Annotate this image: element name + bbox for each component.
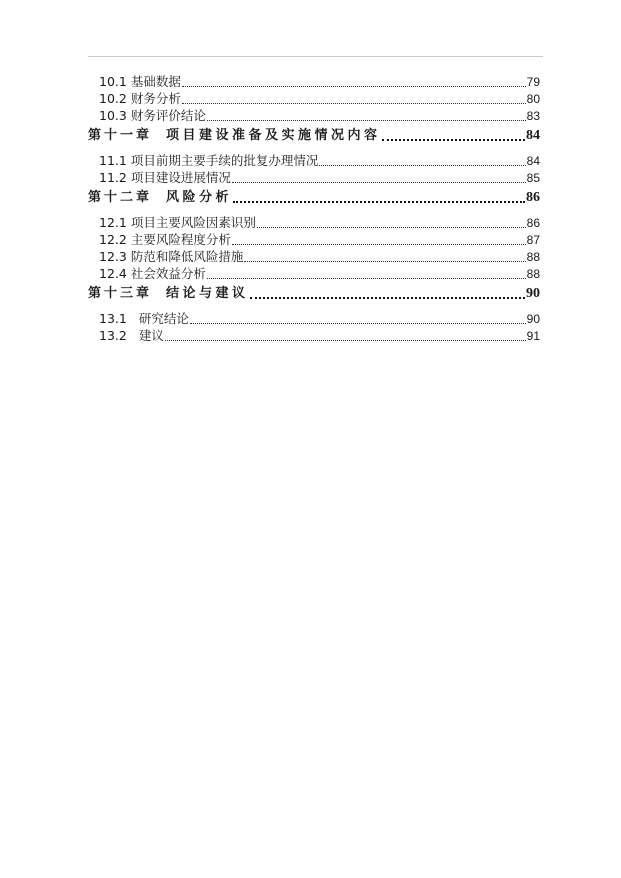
toc-entry-number: 12.4 bbox=[99, 266, 127, 281]
toc-entry-title: 财务分析 bbox=[130, 91, 181, 106]
toc-entry-title: 基础数据 bbox=[130, 74, 181, 89]
toc-entry-page: 84 bbox=[526, 154, 540, 168]
toc-entry-number: 12.3 bbox=[99, 249, 127, 264]
toc-entry[interactable] bbox=[88, 74, 540, 91]
toc-entry-page: 79 bbox=[526, 75, 540, 89]
toc-entry-number: 11.1 bbox=[99, 153, 127, 168]
toc-leader-dots bbox=[233, 199, 525, 203]
toc-chapter-page: 84 bbox=[526, 128, 540, 143]
toc-entry[interactable] bbox=[88, 328, 540, 345]
toc-entry-title: 建议 bbox=[138, 328, 164, 343]
toc-chapter[interactable] bbox=[88, 125, 540, 145]
toc-entry-title: 研究结论 bbox=[138, 311, 189, 326]
toc-chapter-title: 项目建设准备及实施情况内容 bbox=[166, 128, 381, 143]
table-of-contents bbox=[88, 74, 540, 345]
toc-entry-number: 10.2 bbox=[99, 91, 127, 106]
toc-leader-dots bbox=[232, 180, 526, 183]
toc-entry[interactable] bbox=[88, 266, 540, 283]
toc-chapter-number: 第十二章 bbox=[88, 190, 153, 205]
toc-leader-dots bbox=[207, 118, 526, 121]
toc-entry-number: 13.2 bbox=[99, 328, 127, 343]
toc-chapter-page: 86 bbox=[526, 190, 540, 205]
toc-entry-number: 12.1 bbox=[99, 215, 127, 230]
toc-entry-page: 91 bbox=[526, 329, 540, 343]
toc-chapter[interactable] bbox=[88, 187, 540, 207]
toc-entry-title: 项目建设进展情况 bbox=[130, 170, 231, 185]
toc-entry-number: 10.1 bbox=[99, 74, 127, 89]
toc-entry-number: 13.1 bbox=[99, 311, 127, 326]
toc-entry[interactable] bbox=[88, 232, 540, 249]
toc-entry-page: 80 bbox=[526, 92, 540, 106]
toc-entry[interactable] bbox=[88, 215, 540, 232]
toc-entry[interactable] bbox=[88, 170, 540, 187]
toc-leader-dots bbox=[232, 242, 526, 245]
toc-entry-number: 10.3 bbox=[99, 108, 127, 123]
toc-entry-title: 财务评价结论 bbox=[130, 108, 206, 123]
toc-chapter-number: 第十三章 bbox=[88, 286, 153, 301]
toc-leader-dots bbox=[182, 84, 526, 87]
toc-leader-dots bbox=[165, 338, 526, 341]
toc-chapter-title: 风险分析 bbox=[166, 190, 233, 205]
toc-leader-dots bbox=[257, 225, 526, 228]
toc-entry-number: 12.2 bbox=[99, 232, 127, 247]
toc-leader-dots bbox=[250, 295, 525, 299]
toc-leader-dots bbox=[182, 101, 526, 104]
toc-leader-dots bbox=[382, 137, 525, 141]
toc-entry-page: 86 bbox=[526, 216, 540, 230]
toc-entry-page: 87 bbox=[526, 233, 540, 247]
toc-entry-number: 11.2 bbox=[99, 170, 127, 185]
toc-entry-page: 90 bbox=[526, 312, 540, 326]
header-rule bbox=[88, 56, 543, 57]
toc-entry-page: 88 bbox=[526, 267, 540, 281]
toc-entry-title: 项目前期主要手续的批复办理情况 bbox=[130, 153, 319, 168]
toc-entry[interactable] bbox=[88, 91, 540, 108]
toc-entry[interactable] bbox=[88, 249, 540, 266]
toc-entry-title: 主要风险程度分析 bbox=[130, 232, 231, 247]
toc-entry-page: 83 bbox=[526, 109, 540, 123]
toc-chapter-title: 结论与建议 bbox=[166, 286, 249, 301]
toc-entry-title: 防范和降低风险措施 bbox=[130, 249, 244, 264]
toc-chapter-page: 90 bbox=[526, 286, 540, 301]
toc-leader-dots bbox=[244, 259, 525, 262]
toc-entry[interactable] bbox=[88, 153, 540, 170]
toc-entry[interactable] bbox=[88, 311, 540, 328]
toc-chapter[interactable] bbox=[88, 283, 540, 303]
toc-chapter-number: 第十一章 bbox=[88, 128, 153, 143]
toc-leader-dots bbox=[319, 163, 525, 166]
toc-entry-page: 85 bbox=[526, 171, 540, 185]
toc-leader-dots bbox=[190, 321, 526, 324]
toc-leader-dots bbox=[207, 276, 526, 279]
toc-entry-title: 项目主要风险因素识别 bbox=[130, 215, 256, 230]
toc-entry[interactable] bbox=[88, 108, 540, 125]
toc-entry-title: 社会效益分析 bbox=[130, 266, 206, 281]
toc-entry-page: 88 bbox=[526, 250, 540, 264]
